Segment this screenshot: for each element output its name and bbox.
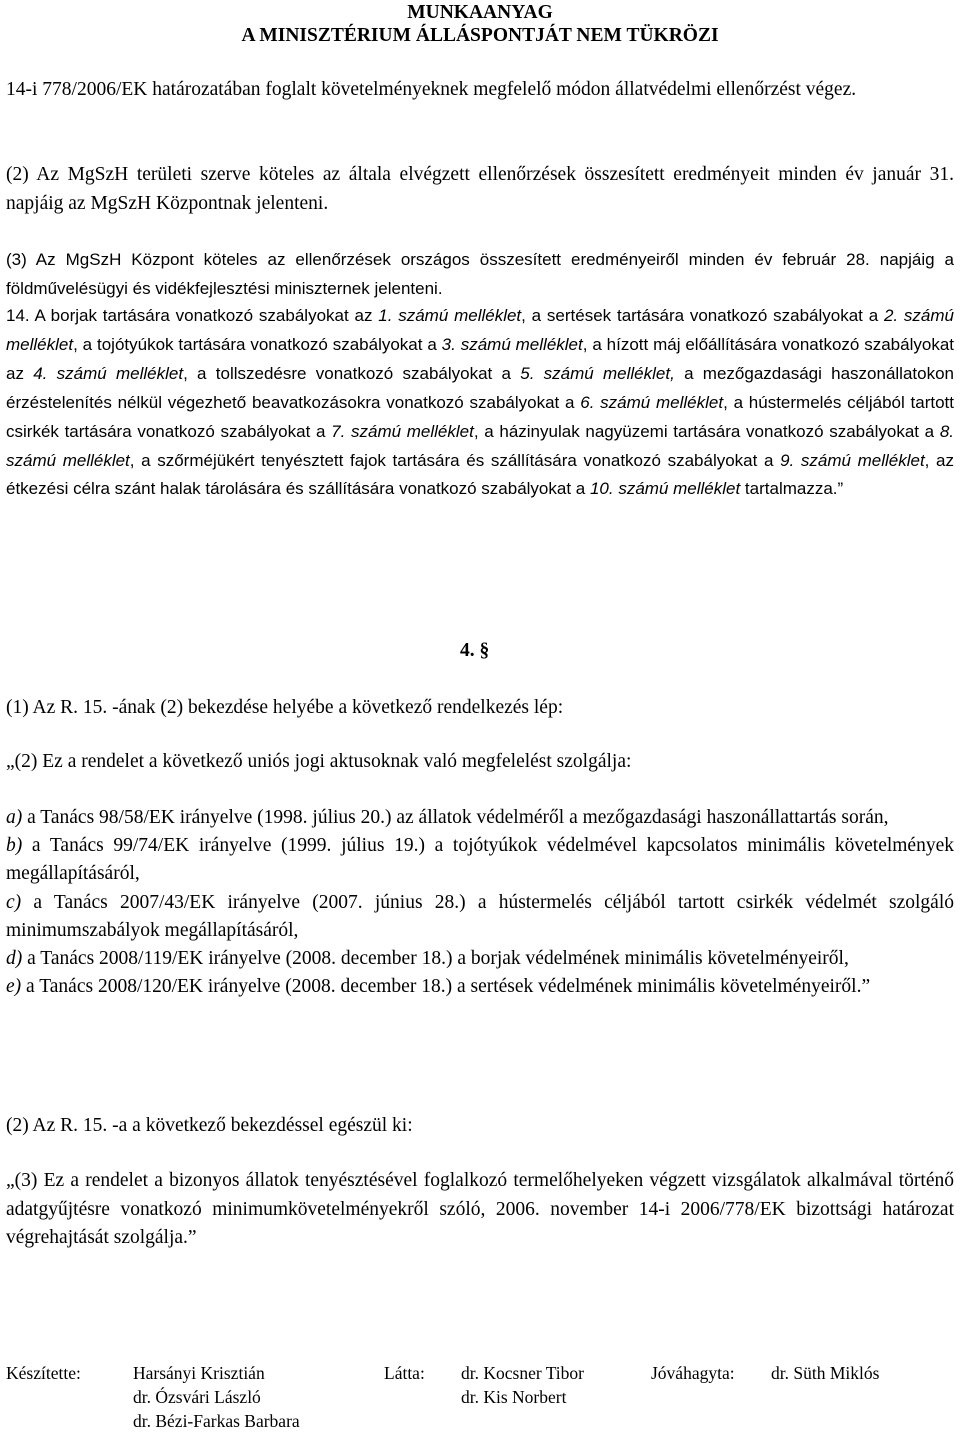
list-item-text: a Tanács 2008/119/EK irányelve (2008. december 18.) a borjak védelmének minimális követelményeiről, (22, 948, 849, 970)
annex-ref: 7. számú melléklet (331, 421, 474, 441)
section-sign-icon: § (479, 640, 490, 661)
list-item-label: c) (6, 891, 22, 913)
paragraph-3: (3) Az MgSzH Központ köteles az ellenőrzések országos összesített eredményeiről minden év február 28. napjáig a földművelésügyi és vidékfejlesztési miniszternek jelenteni. (6, 250, 954, 298)
list-item-label: a) (6, 807, 23, 828)
header-line-1: MUNKAANYAG (407, 2, 553, 23)
section-number (460, 640, 489, 662)
list-item-label: b) (6, 835, 23, 857)
footer-prepared-name: Harsányi Krisztián (133, 1363, 265, 1383)
annex-ref: 5. számú melléklet, (520, 363, 675, 383)
annex-ref: 8. számú melléklet (6, 421, 955, 470)
annex-text: , a hízott máj előállítására vonatkozó szabályokat az (6, 334, 954, 383)
annex-ref: 2. számú melléklet (6, 306, 954, 354)
paragraph-2: (2) Az MgSzH területi szerve köteles az általa elvégzett ellenőrzések összesített eredményeit minden év január 31. napjáig az MgSzH Központnak jelenteni. (6, 164, 954, 214)
annex-text: , a tojótyúkok tartására vonatkozó szabályokat a (73, 334, 442, 354)
list-item (6, 889, 954, 945)
footer-seen-label: Látta: (384, 1363, 425, 1383)
annex-text: , a szőrméjükért tenyésztett fajok tartására és szállítására vonatkozó szabályokat a (129, 450, 781, 470)
annex-text: a mezőgazdasági haszonállatokon érzéstelenítés nélkül végezhető beavatkozásokra vonatkozó szabályokat a (6, 363, 955, 412)
annex-text: , a hústermelés céljából tartott csirkék tartására vonatkozó szabályokat a (6, 392, 955, 441)
annex-paragraph (6, 302, 954, 504)
annex-text: tartalmazza.” (740, 479, 844, 499)
list-item (6, 832, 954, 888)
header-line-2: A MINISZTÉRIUM ÁLLÁSPONTJÁT NEM TÜKRÖZI (241, 25, 719, 46)
annex-ref: 9. számú melléklet (780, 450, 925, 470)
annex-text: , a sertések tartására vonatkozó szabályokat a (521, 306, 884, 325)
quoted-paragraph-3: „(3) Ez a rendelet a bizonyos állatok tenyésztésével foglalkozó termelőhelyeken végzett vizsgálatok alkalmával történő adatgyűjtésre vonatkozó minimumkövetelményekről szóló, 2006. november 14-i 2006/778/EK bizottsági határozat végrehajtását szolgálja.” (6, 1170, 954, 1248)
list-item-text: a Tanács 98/58/EK irányelve (1998. július 20.) az állatok védelméről a mezőgazdasági haszonállattartás során, (22, 807, 889, 828)
footer-approved-name: dr. Süth Miklós (771, 1363, 880, 1383)
list-item-text: a Tanács 99/74/EK irányelve (1999. július 19.) a tojótyúkok védelmével kapcsolatos minimális követelmények megállapításáról, (6, 835, 954, 885)
section-number-text: 4. (460, 640, 480, 661)
list-item (6, 973, 954, 1001)
annex-text: , a házinyulak nagyüzemi tartására vonatkozó szabályokat a (473, 421, 940, 441)
list-item-label: e) (6, 976, 22, 998)
list-item (6, 945, 954, 973)
list-item-text: a Tanács 2008/120/EK irányelve (2008. december 18.) a sertések védelmének minimális követelményeiről.” (21, 976, 871, 998)
annex-text: , a tollszedésre vonatkozó szabályokat a (183, 363, 521, 383)
list-item (6, 804, 954, 832)
footer-approved-label: Jóváhagyta: (651, 1363, 735, 1383)
footer-prepared-name: dr. Bézi-Farkas Barbara (133, 1411, 300, 1431)
footer-prepared-name: dr. Ózsvári László (133, 1387, 261, 1407)
annex-ref: 1. számú melléklet (378, 306, 522, 325)
annex-ref: 6. számú melléklet (580, 392, 724, 412)
annex-text: , az étkezési célra szánt halak tárolására és szállítására vonatkozó szabályokat a (6, 450, 954, 499)
amendment-2: (2) Az R. 15. -a a következő bekezdéssel egészül ki: (6, 1115, 413, 1136)
annex-ref: 10. számú melléklet (589, 479, 741, 499)
quoted-intro: „(2) Ez a rendelet a következő uniós jogi aktusoknak való megfelelést szolgálja: (6, 751, 632, 772)
footer-seen-name: dr. Kocsner Tibor (461, 1363, 584, 1383)
list-item-label: d) (6, 948, 23, 970)
list-item-text: a Tanács 2007/43/EK irányelve (2007. június 28.) a hústermelés céljából tartott csirkék védelmét szolgáló minimumszabályok megállapításáról, (6, 891, 954, 941)
annex-ref: 4. számú melléklet (33, 363, 184, 383)
footer-seen-name: dr. Kis Norbert (461, 1387, 567, 1407)
annex-text: 14. A borjak tartására vonatkozó szabályokat az (6, 306, 379, 325)
footer-prepared-label: Készítette: (6, 1363, 81, 1383)
annex-ref: 3. számú melléklet (441, 334, 583, 354)
paragraph-continuation: 14-i 778/2006/EK határozatában foglalt követelményeknek megfelelő módon állatvédelmi ellenőrzést végez. (6, 79, 857, 100)
directive-list (6, 804, 954, 1001)
amendment-1: (1) Az R. 15. -ának (2) bekezdése helyébe a következő rendelkezés lép: (6, 697, 564, 718)
